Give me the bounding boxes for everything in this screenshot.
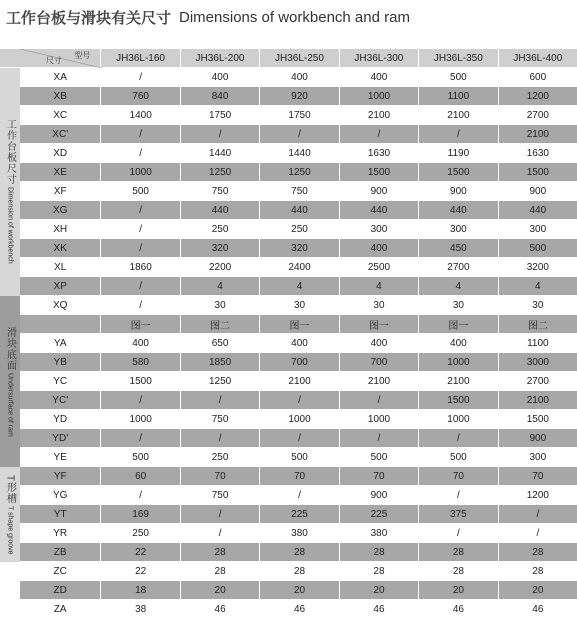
value-cell: 28 — [499, 562, 577, 581]
value-cell: 1500 — [419, 391, 498, 410]
value-cell: 250 — [181, 220, 260, 239]
table-row — [0, 372, 577, 391]
value-cell: 225 — [260, 505, 339, 524]
value-cell: 1500 — [101, 372, 180, 391]
row-key-cell: ZA — [20, 600, 101, 619]
row-key-cell: ZD — [20, 581, 101, 600]
table-row — [0, 600, 577, 619]
value-cell: 1000 — [101, 163, 180, 182]
value-cell: 1000 — [340, 87, 419, 106]
value-cell: 1400 — [101, 106, 180, 125]
model-header: JH36L-200 — [181, 49, 260, 68]
row-key-cell: XG — [20, 201, 101, 220]
value-cell: 2200 — [181, 258, 260, 277]
table-row — [0, 562, 577, 581]
value-cell: 400 — [260, 334, 339, 353]
header-spacer — [0, 49, 20, 68]
table-row — [0, 429, 577, 448]
value-cell: 2700 — [419, 258, 498, 277]
table-row — [0, 68, 577, 87]
header-size-label: 尺寸 — [45, 56, 62, 65]
value-cell: 250 — [260, 220, 339, 239]
value-cell: 1100 — [419, 87, 498, 106]
value-cell: 30 — [260, 296, 339, 315]
value-cell: 300 — [499, 220, 577, 239]
value-cell: / — [181, 524, 260, 543]
value-cell: 30 — [181, 296, 260, 315]
section-title-cn: 工作台板尺寸 — [4, 119, 16, 186]
value-cell: 580 — [101, 353, 180, 372]
value-cell: 400 — [419, 334, 498, 353]
value-cell: 400 — [181, 68, 260, 87]
row-key-cell: XP — [20, 277, 101, 296]
value-cell: 320 — [260, 239, 339, 258]
row-key-cell: YD — [20, 410, 101, 429]
model-header: JH36L-300 — [340, 49, 419, 68]
value-cell: 2100 — [499, 391, 577, 410]
value-cell: 70 — [499, 467, 577, 486]
table-row — [0, 467, 577, 486]
row-key-cell: XC' — [20, 125, 101, 144]
value-cell: / — [101, 429, 180, 448]
section-title-en: Undersurface of ram — [6, 372, 14, 437]
value-cell: 图一 — [419, 315, 498, 334]
value-cell: 28 — [181, 543, 260, 562]
value-cell: 1630 — [499, 144, 577, 163]
row-key-cell: YF — [20, 467, 101, 486]
value-cell: 20 — [260, 581, 339, 600]
table-row — [0, 144, 577, 163]
value-cell: 920 — [260, 87, 339, 106]
table-row — [0, 543, 577, 562]
value-cell: 60 — [101, 467, 180, 486]
row-key-cell: XL — [20, 258, 101, 277]
value-cell: 28 — [260, 562, 339, 581]
table-row — [0, 524, 577, 543]
value-cell: 2700 — [499, 372, 577, 391]
value-cell: 300 — [499, 448, 577, 467]
value-cell: 4 — [181, 277, 260, 296]
value-cell: 2100 — [499, 125, 577, 144]
value-cell: 500 — [419, 68, 498, 87]
value-cell: 900 — [499, 429, 577, 448]
value-cell: 20 — [499, 581, 577, 600]
value-cell: 900 — [419, 182, 498, 201]
table-row — [0, 315, 577, 334]
model-header: JH36L-400 — [499, 49, 577, 68]
value-cell: / — [101, 391, 180, 410]
row-gutter — [0, 562, 20, 581]
value-cell: 600 — [499, 68, 577, 87]
value-cell: / — [181, 125, 260, 144]
row-key-cell: XB — [20, 87, 101, 106]
value-cell: / — [181, 391, 260, 410]
value-cell: 1500 — [499, 410, 577, 429]
value-cell: / — [499, 524, 577, 543]
section-label-tslot — [0, 467, 20, 562]
table-row — [0, 258, 577, 277]
table-row — [0, 239, 577, 258]
value-cell: / — [499, 505, 577, 524]
value-cell: 760 — [101, 87, 180, 106]
value-cell: 70 — [260, 467, 339, 486]
value-cell: 1440 — [260, 144, 339, 163]
row-key-cell: XD — [20, 144, 101, 163]
model-header: JH36L-160 — [101, 49, 180, 68]
value-cell: 1200 — [499, 486, 577, 505]
value-cell: 1000 — [340, 410, 419, 429]
value-cell: 4 — [260, 277, 339, 296]
table-row — [0, 201, 577, 220]
value-cell: 20 — [340, 581, 419, 600]
row-key-cell: XQ — [20, 296, 101, 315]
value-cell: 28 — [499, 543, 577, 562]
table-row — [0, 505, 577, 524]
value-cell: / — [101, 144, 180, 163]
table-row — [0, 277, 577, 296]
value-cell: 2100 — [260, 372, 339, 391]
value-cell: 30 — [499, 296, 577, 315]
table-row — [0, 581, 577, 600]
value-cell: 2100 — [419, 106, 498, 125]
row-key-cell: YT — [20, 505, 101, 524]
value-cell: 1250 — [181, 163, 260, 182]
value-cell: / — [101, 201, 180, 220]
value-cell: 1200 — [499, 87, 577, 106]
value-cell: 1860 — [101, 258, 180, 277]
page-title — [6, 4, 410, 30]
value-cell: 450 — [419, 239, 498, 258]
value-cell: / — [260, 429, 339, 448]
table-row — [0, 220, 577, 239]
value-cell: 1440 — [181, 144, 260, 163]
value-cell: 28 — [419, 562, 498, 581]
value-cell: 440 — [499, 201, 577, 220]
value-cell: / — [101, 277, 180, 296]
model-header: JH36L-250 — [260, 49, 339, 68]
value-cell: 750 — [260, 182, 339, 201]
value-cell: 440 — [340, 201, 419, 220]
value-cell: 28 — [181, 562, 260, 581]
row-key-cell: ZC — [20, 562, 101, 581]
model-header: JH36L-350 — [419, 49, 498, 68]
value-cell: / — [181, 429, 260, 448]
row-key-cell: YR — [20, 524, 101, 543]
value-cell: 20 — [181, 581, 260, 600]
value-cell: 700 — [340, 353, 419, 372]
value-cell: / — [181, 505, 260, 524]
table-row — [0, 182, 577, 201]
value-cell: 500 — [499, 239, 577, 258]
value-cell: 900 — [499, 182, 577, 201]
value-cell: 650 — [181, 334, 260, 353]
value-cell: 500 — [340, 448, 419, 467]
row-gutter — [0, 600, 20, 619]
table-row — [0, 410, 577, 429]
section-title-cn: T形槽 — [4, 474, 16, 504]
value-cell: / — [101, 239, 180, 258]
title-chinese: 工作台板与滑块有关尺寸 — [6, 8, 172, 27]
row-key-cell: YE — [20, 448, 101, 467]
row-key-cell — [20, 315, 101, 334]
value-cell: / — [419, 486, 498, 505]
value-cell: 300 — [340, 220, 419, 239]
header-model-label: 型号 — [74, 51, 91, 60]
row-key-cell: ZB — [20, 543, 101, 562]
value-cell: 28 — [340, 562, 419, 581]
value-cell: 1500 — [340, 163, 419, 182]
table-row — [0, 448, 577, 467]
value-cell: 1100 — [499, 334, 577, 353]
value-cell: 440 — [181, 201, 260, 220]
value-cell: 1500 — [419, 163, 498, 182]
value-cell: 70 — [419, 467, 498, 486]
value-cell: / — [260, 391, 339, 410]
value-cell: 840 — [181, 87, 260, 106]
value-cell: / — [419, 429, 498, 448]
value-cell: 375 — [419, 505, 498, 524]
value-cell: 750 — [181, 182, 260, 201]
row-key-cell: XE — [20, 163, 101, 182]
header-corner-cell — [20, 49, 101, 68]
table-row — [0, 486, 577, 505]
table-header-row — [0, 49, 577, 68]
value-cell: 4 — [419, 277, 498, 296]
value-cell: / — [340, 429, 419, 448]
value-cell: 700 — [260, 353, 339, 372]
value-cell: 3000 — [499, 353, 577, 372]
value-cell: 38 — [101, 600, 180, 619]
value-cell: 2100 — [419, 372, 498, 391]
value-cell: 1000 — [101, 410, 180, 429]
value-cell: 图一 — [340, 315, 419, 334]
value-cell: 18 — [101, 581, 180, 600]
value-cell: 22 — [101, 543, 180, 562]
value-cell: 400 — [260, 68, 339, 87]
value-cell: 1000 — [419, 353, 498, 372]
value-cell: 440 — [419, 201, 498, 220]
table-row — [0, 163, 577, 182]
row-key-cell: YB — [20, 353, 101, 372]
value-cell: 1750 — [181, 106, 260, 125]
value-cell: 320 — [181, 239, 260, 258]
value-cell: / — [419, 125, 498, 144]
row-key-cell: YC — [20, 372, 101, 391]
value-cell: 300 — [419, 220, 498, 239]
value-cell: / — [260, 486, 339, 505]
table-row — [0, 106, 577, 125]
value-cell: 28 — [340, 543, 419, 562]
value-cell: 3200 — [499, 258, 577, 277]
value-cell: 28 — [419, 543, 498, 562]
value-cell: 400 — [101, 334, 180, 353]
value-cell: 2700 — [499, 106, 577, 125]
value-cell: 30 — [419, 296, 498, 315]
value-cell: 500 — [101, 448, 180, 467]
value-cell: 900 — [340, 486, 419, 505]
value-cell: 4 — [499, 277, 577, 296]
value-cell: 46 — [340, 600, 419, 619]
value-cell: 图一 — [101, 315, 180, 334]
value-cell: 500 — [260, 448, 339, 467]
value-cell: 500 — [419, 448, 498, 467]
value-cell: / — [101, 68, 180, 87]
value-cell: 图一 — [260, 315, 339, 334]
section-title-en: Dimension of workbench — [6, 187, 14, 264]
value-cell: 380 — [260, 524, 339, 543]
value-cell: 2400 — [260, 258, 339, 277]
row-gutter — [0, 581, 20, 600]
value-cell: 1250 — [260, 163, 339, 182]
value-cell: 250 — [101, 524, 180, 543]
value-cell: 1250 — [181, 372, 260, 391]
value-cell: 1750 — [260, 106, 339, 125]
value-cell: 250 — [181, 448, 260, 467]
row-key-cell: YC' — [20, 391, 101, 410]
value-cell: 225 — [340, 505, 419, 524]
section-title-en: T shape groove — [6, 505, 14, 555]
value-cell: 70 — [340, 467, 419, 486]
value-cell: / — [101, 296, 180, 315]
value-cell: 400 — [340, 68, 419, 87]
value-cell: 169 — [101, 505, 180, 524]
table-row — [0, 87, 577, 106]
value-cell: 46 — [181, 600, 260, 619]
value-cell: 750 — [181, 410, 260, 429]
table-row — [0, 296, 577, 315]
value-cell: 440 — [260, 201, 339, 220]
value-cell: / — [101, 220, 180, 239]
value-cell: 1500 — [499, 163, 577, 182]
title-english: Dimensions of workbench and ram — [179, 8, 410, 26]
value-cell: 4 — [340, 277, 419, 296]
value-cell: 1000 — [260, 410, 339, 429]
value-cell: 2500 — [340, 258, 419, 277]
value-cell: 400 — [340, 239, 419, 258]
table-row — [0, 125, 577, 144]
value-cell: 2100 — [340, 106, 419, 125]
row-key-cell: YG — [20, 486, 101, 505]
value-cell: 400 — [340, 334, 419, 353]
value-cell: 20 — [419, 581, 498, 600]
row-key-cell: XC — [20, 106, 101, 125]
value-cell: 1850 — [181, 353, 260, 372]
value-cell: 2100 — [340, 372, 419, 391]
value-cell: / — [101, 486, 180, 505]
value-cell: 28 — [260, 543, 339, 562]
value-cell: 图二 — [499, 315, 577, 334]
value-cell: / — [101, 125, 180, 144]
row-key-cell: XK — [20, 239, 101, 258]
value-cell: 380 — [340, 524, 419, 543]
row-key-cell: XF — [20, 182, 101, 201]
value-cell: 22 — [101, 562, 180, 581]
value-cell: 1190 — [419, 144, 498, 163]
value-cell: 30 — [340, 296, 419, 315]
row-key-cell: YD' — [20, 429, 101, 448]
value-cell: / — [340, 125, 419, 144]
section-title-cn: 滑块底面 — [4, 326, 16, 371]
value-cell: 46 — [419, 600, 498, 619]
value-cell: 46 — [499, 600, 577, 619]
value-cell: 图二 — [181, 315, 260, 334]
value-cell: 750 — [181, 486, 260, 505]
value-cell: 1000 — [419, 410, 498, 429]
value-cell: / — [340, 391, 419, 410]
value-cell: / — [260, 125, 339, 144]
table-row — [0, 391, 577, 410]
value-cell: 900 — [340, 182, 419, 201]
table-row — [0, 334, 577, 353]
row-key-cell: XA — [20, 68, 101, 87]
section-label-ram — [0, 296, 20, 467]
section-label-workbench — [0, 68, 20, 315]
value-cell: 1630 — [340, 144, 419, 163]
value-cell: 46 — [260, 600, 339, 619]
row-key-cell: XH — [20, 220, 101, 239]
value-cell: 70 — [181, 467, 260, 486]
table-row — [0, 353, 577, 372]
value-cell: 500 — [101, 182, 180, 201]
row-key-cell: YA — [20, 334, 101, 353]
value-cell: / — [419, 524, 498, 543]
